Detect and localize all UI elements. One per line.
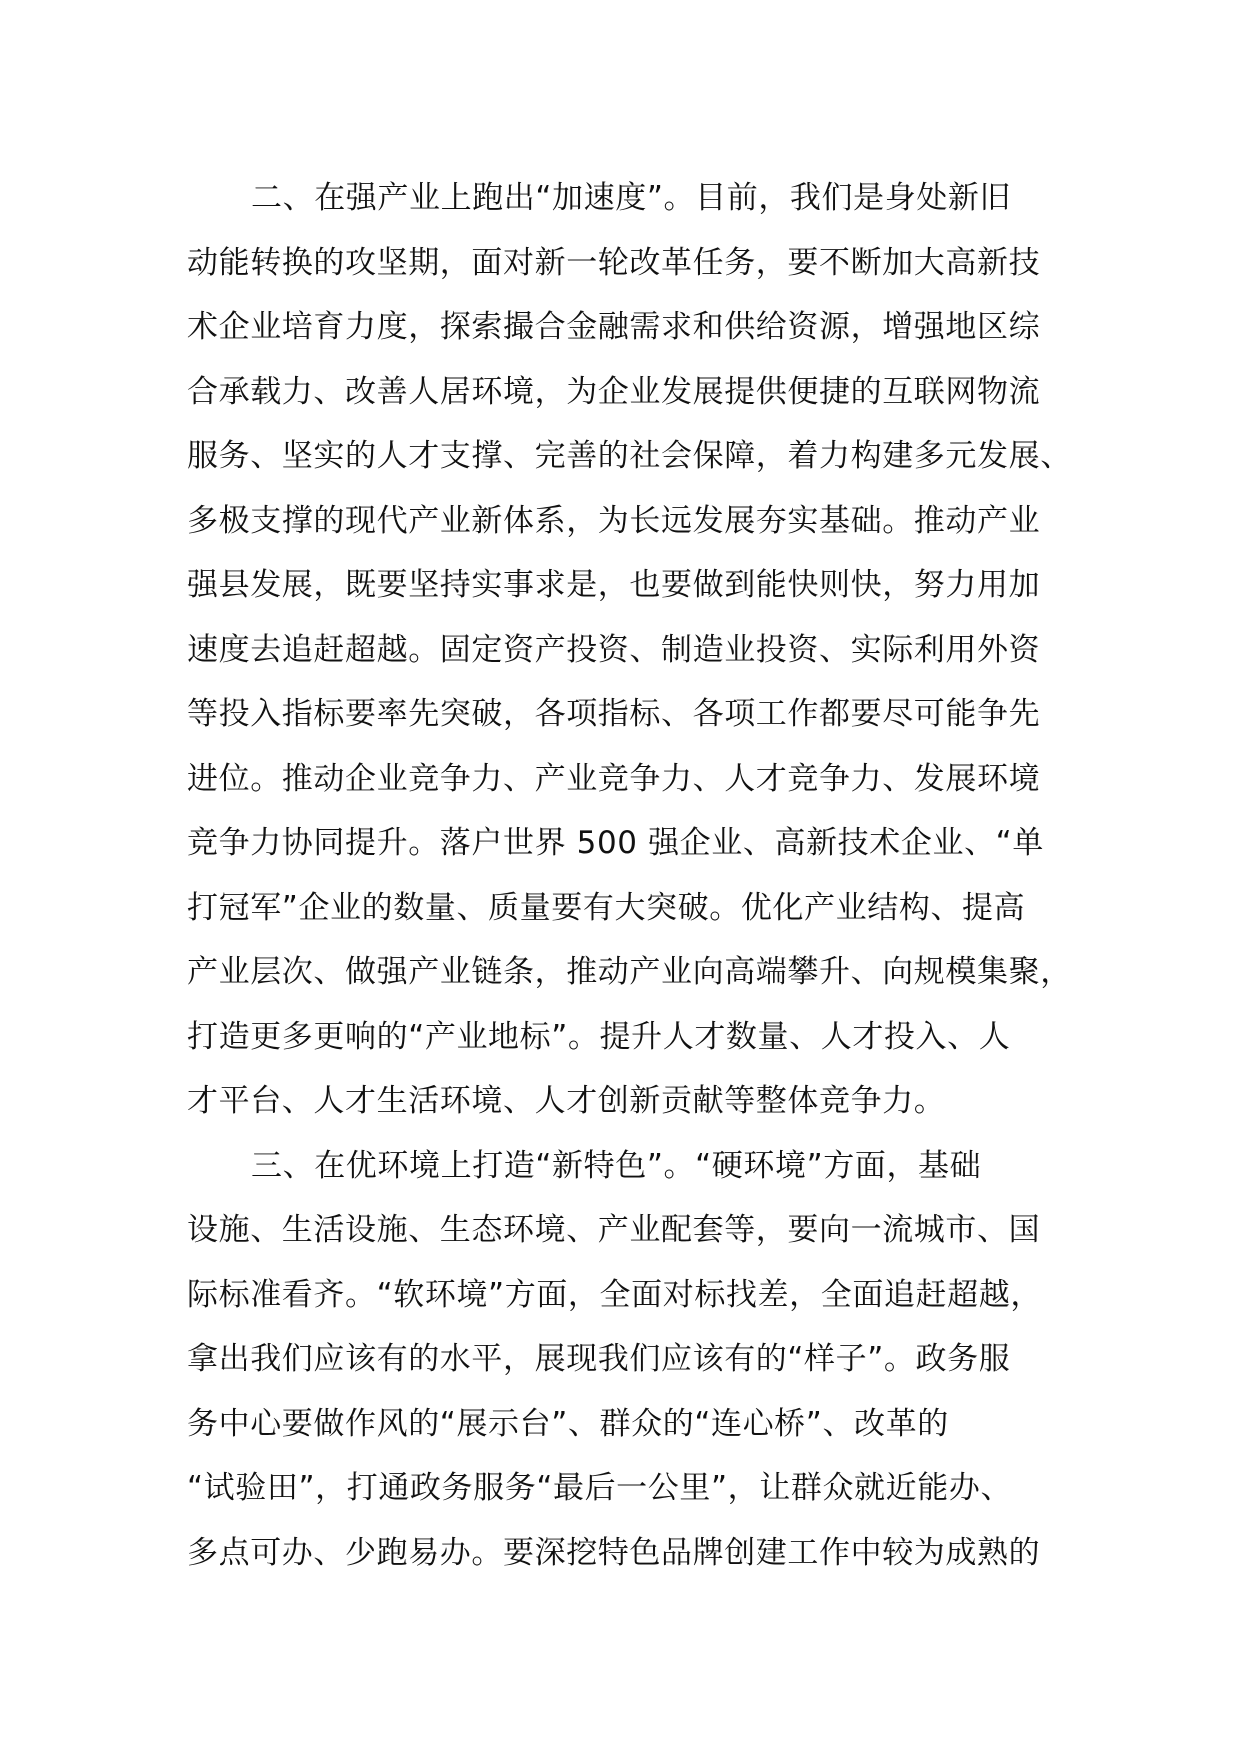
paragraph-2-line-8: 速度去追赶超越。固定资产投资、制造业投资、实际利用外资 bbox=[187, 631, 1041, 668]
paragraph-3-line-7: 多点可办、少跑易办。要深挖特色品牌创建工作中较为成熟的 bbox=[187, 1534, 1041, 1571]
paragraph-2-line-13: 产业层次、做强产业链条，推动产业向高端攀升、向规模集聚， bbox=[187, 954, 1072, 990]
paragraph-2-line-7: 强县发展，既要坚持实事求是，也要做到能快则快，努力用加 bbox=[187, 567, 1041, 603]
paragraph-2-line-15: 才平台、人才生活环境、人才创新贡献等整体竞争力。 bbox=[187, 1083, 946, 1119]
paragraph-3-line-4: 拿出我们应该有的水平，展现我们应该有的“样子”。政务服 bbox=[187, 1341, 1011, 1377]
paragraph-3-line-3: 际标准看齐。“软环境”方面，全面对标找差，全面追赶超越， bbox=[187, 1276, 1042, 1313]
paragraph-2-line-1: 二、在强产业上跑出“加速度”。目前，我们是身处新旧 bbox=[251, 180, 1012, 216]
paragraph-3-line-5: 务中心要做作风的“展示台”、群众的“连心桥”、改革的 bbox=[187, 1405, 949, 1442]
paragraph-3-line-1: 三、在优环境上打造“新特色”。“硬环境”方面，基础 bbox=[251, 1147, 982, 1184]
paragraph-2-line-9: 等投入指标要率先突破，各项指标、各项工作都要尽可能争先 bbox=[187, 696, 1041, 732]
paragraph-2-line-2: 动能转换的攻坚期，面对新一轮改革任务，要不断加大高新技 bbox=[187, 244, 1041, 281]
paragraph-2-line-5: 服务、坚实的人才支撑、完善的社会保障，着力构建多元发展、 bbox=[187, 438, 1072, 474]
paragraph-2-line-14: 打造更多更响的“产业地标”。提升人才数量、人才投入、人 bbox=[187, 1018, 1011, 1055]
paragraph-2-line-12: 打冠军”企业的数量、质量要有大突破。优化产业结构、提高 bbox=[187, 889, 1026, 926]
paragraph-2-line-6: 多极支撑的现代产业新体系，为长远发展夯实基础。推动产业 bbox=[187, 502, 1041, 539]
paragraph-2-line-10: 进位。推动企业竞争力、产业竞争力、人才竞争力、发展环境 bbox=[187, 760, 1041, 797]
paragraph-3-line-6: “试验田”，打通政务服务“最后一公里”，让群众就近能办、 bbox=[187, 1470, 1013, 1506]
paragraph-2-line-3: 术企业培育力度，探索撮合金融需求和供给资源，增强地区综 bbox=[187, 309, 1041, 345]
paragraph-3-line-2: 设施、生活设施、生态环境、产业配套等，要向一流城市、国 bbox=[187, 1212, 1041, 1248]
body-text bbox=[187, 166, 1087, 1585]
paragraph-2-line-4: 合承载力、改善人居环境，为企业发展提供便捷的互联网物流 bbox=[187, 373, 1041, 410]
paragraph-2-line-11: 竞争力协同提升。落户世界 500 强企业、高新技术企业、“单 bbox=[187, 825, 1044, 861]
